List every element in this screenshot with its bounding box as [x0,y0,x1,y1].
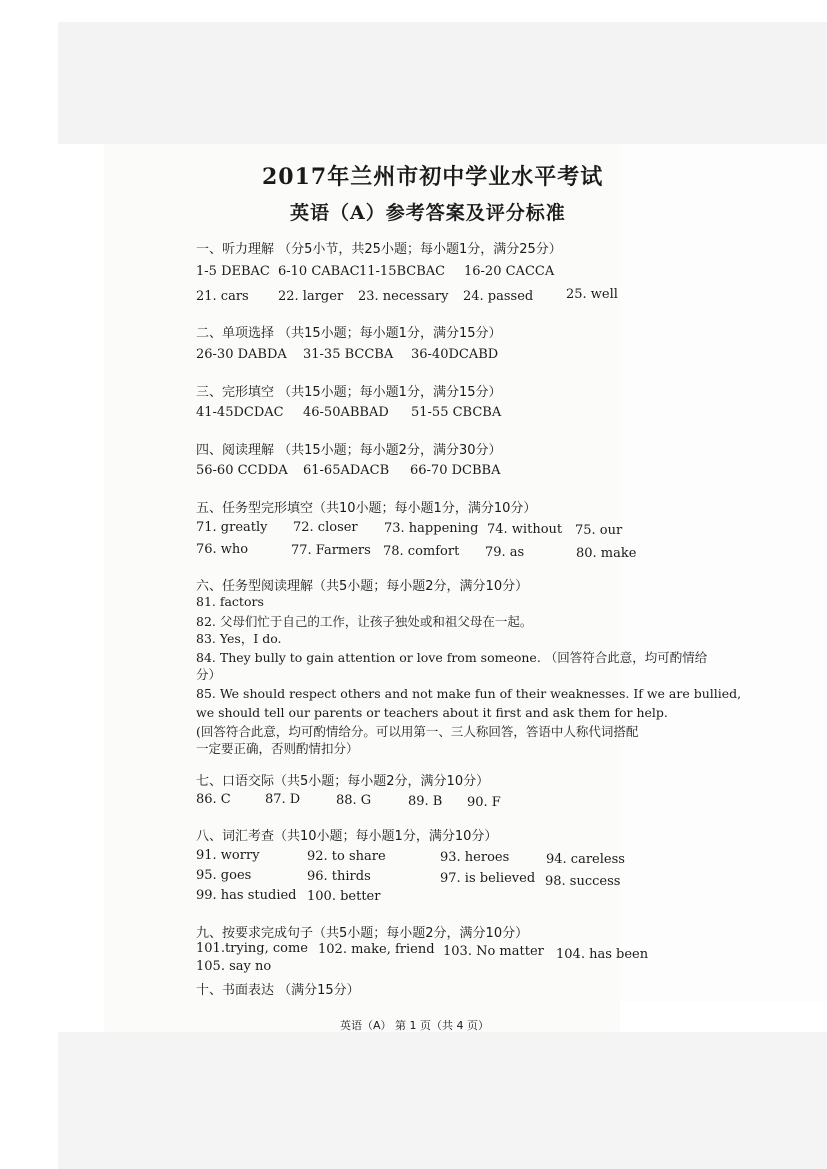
answer-cell: 61-65ADACB [303,463,390,478]
answer-line: 81. factors [196,594,264,609]
answer-cell: 46-50ABBAD [303,405,389,420]
section-5-heading: 五、任务型完形填空（共10小题；每小题1分，满分10分） [196,501,537,516]
answer-cell: 1-5 DEBAC [196,264,270,279]
answer-line: 82. 父母们忙于自己的工作，让孩子独处或和祖父母在一起。 [196,614,533,629]
answer-cell: 75. our [575,523,623,538]
answer-cell: 76. who [196,542,249,557]
answer-cell: 26-30 DABDA [196,347,287,362]
answer-cell: 92. to share [307,849,386,864]
document-subtitle: 英语（A）参考答案及评分标准 [290,202,566,224]
answer-line: 85. We should respect others and not make fun of their weaknesses. If we are bullied, [196,686,742,701]
section-3-heading: 三、完形填空 （共15小题；每小题1分，满分15分） [196,385,502,400]
answer-cell: 16-20 CACCA [464,264,555,279]
answer-cell: 25. well [566,287,618,302]
answer-cell: 103. No matter [443,944,544,959]
answer-cell: 23. necessary [358,289,449,304]
answer-cell: 86. C [196,792,231,807]
answer-cell: 24. passed [463,289,534,304]
answer-cell: 72. closer [293,520,358,535]
answer-cell: 95. goes [196,868,252,883]
answer-cell: 51-55 CBCBA [411,405,502,420]
answer-cell: 80. make [576,546,637,561]
answer-cell: 41-45DCDAC [196,405,284,420]
answer-cell: 101.trying, come [196,941,308,956]
section-6-heading: 六、任务型阅读理解（共5小题；每小题2分，满分10分） [196,579,529,594]
answer-line: (回答符合此意，均可酌情给分。可以用第一、三人称回答，答语中人称代词搭配 [196,724,639,739]
section-10-heading: 十、书面表达 （满分15分） [196,983,360,998]
answer-cell: 99. has studied [196,888,297,903]
answer-line: 一定要正确，否则酌情扣分） [196,741,359,756]
section-9-heading: 九、按要求完成句子（共5小题；每小题2分，满分10分） [196,926,529,941]
page-footer: 英语（A） 第 1 页（共 4 页） [340,1019,490,1032]
answer-cell: 100. better [307,889,381,904]
answer-cell: 87. D [265,792,301,807]
answer-cell: 96. thirds [307,869,371,884]
answer-cell: 71. greatly [196,520,268,535]
answer-cell: 21. cars [196,289,249,304]
answer-cell: 88. G [336,793,372,808]
answer-cell: 91. worry [196,848,260,863]
answer-line: 83. Yes，I do. [196,631,282,646]
section-1-heading: 一、听力理解 （分5小节，共25小题；每小题1分，满分25分） [196,242,562,257]
section-2-heading: 二、单项选择 （共15小题；每小题1分，满分15分） [196,326,502,341]
answer-line: 84. They bully to gain attention or love from someone. （回答符合此意，均可酌情给 [196,650,708,665]
answer-cell: 89. B [408,794,443,809]
answer-cell: 74. without [487,522,563,537]
answer-cell: 97. is believed [440,871,536,886]
answer-cell: 73. happening [384,521,479,536]
section-7-heading: 七、口语交际（共5小题；每小题2分，满分10分） [196,774,490,789]
answer-cell: 31-35 BCCBA [303,347,394,362]
document-title: 2017年兰州市初中学业水平考试 [262,164,604,190]
answer-cell: 79. as [485,545,525,560]
answer-cell: 105. say no [196,959,272,974]
answer-line: we should tell our parents or teachers about it first and ask them for help. [196,705,668,720]
answer-cell: 77. Farmers [291,543,371,558]
answer-cell: 94. careless [546,852,625,867]
section-8-heading: 八、词汇考查（共10小题；每小题1分，满分10分） [196,829,498,844]
answer-cell: 104. has been [556,947,649,962]
answer-cell: 36-40DCABD [411,347,499,362]
answer-cell: 98. success [545,874,621,889]
answer-cell: 22. larger [278,289,344,304]
answer-cell: 90. F [467,795,501,810]
answer-cell: 102. make, friend [318,942,435,957]
answer-cell: 6-10 CABAC [278,264,360,279]
answer-cell: 56-60 CCDDA [196,463,288,478]
answer-cell: 66-70 DCBBA [410,463,501,478]
section-4-heading: 四、阅读理解 （共15小题；每小题2分，满分30分） [196,443,502,458]
answer-line: 分） [196,667,222,682]
answer-cell: 78. comfort [383,544,460,559]
answer-cell: 93. heroes [440,850,510,865]
answer-cell: 11-15BCBAC [359,264,446,279]
